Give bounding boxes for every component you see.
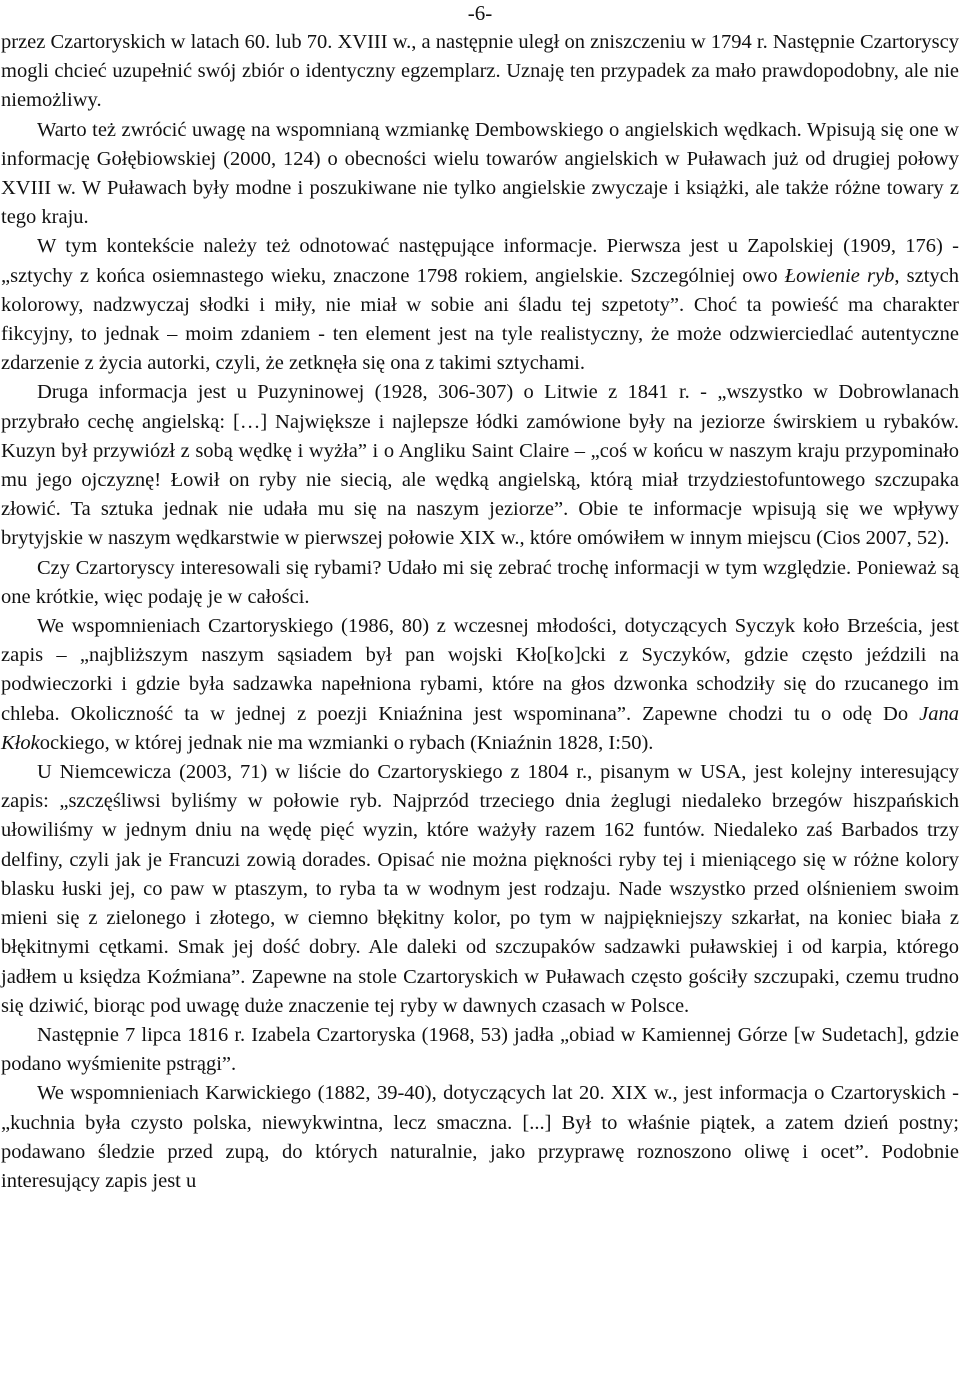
text-run: Czy Czartoryscy interesowali się rybami? Udało mi się zebrać trochę informacji w tym względzie. Ponieważ są one krótkie, więc podaję je w całości.: [1, 556, 959, 608]
italic-title: Łowienie ryb: [784, 264, 895, 287]
paragraph: [1, 232, 959, 378]
text-run: ockiego, w której jednak nie ma wzmianki o rybach (Kniaźnin 1828, I:50).: [39, 731, 654, 754]
text-run: przez Czartoryskich w latach 60. lub 70. XVIII w., a następnie uległ on zniszczeniu w 1794 r. Następnie Czartoryscy mogli chcieć uzupełnić swój zbiór o identyczny egzemplarz. Uznaję ten przypadek za mało prawdopodobny, ale nie niemożliwy.: [1, 31, 959, 112]
text-run: U Niemcewicza (2003, 71) w liście do Czartoryskiego z 1804 r., pisanym w USA, jest kolejny interesujący zapis: „szczęśliwsi byliśmy w połowie ryb. Najprzód trzeciego dnia żeglugi niedaleko brzegów hiszpańskich ułowiliśmy w jednym dniu na wędę pięć wyzin, które ważyły razem 162 funtów. Niedaleko zaś Barbados trzy delfiny, czyli jak je Francuzi zowią dorades. Opisać nie można piękności ryby tej i mieniącego się w różne kolory blasku łuski jej, co paw w ptaszym, to ryba ta w wodnym jest rodzaju. Nade wszystko przed olśnieniem swoim mieni się z zielonego i złotego, w ciemno błękitny kolor, po tym w najpiękniejszy szkarłat, na koniec biała z błękitnymi cętkami. Smak jej dość dobry. Ale daleki od szczupaków sadzawki puławskiej i od karpia, którego jadłem u księdza Koźmiana”. Zapewne na stole Czartoryskich w Puławach często gościły szczupaki, czemu trudno się dziwić, biorąc pod uwagę duże znaczenie tej ryby w dawnych czasach w Polsce.: [1, 761, 959, 1017]
text-run: Druga informacja jest u Puzyninowej (1928, 306-307) o Litwie z 1841 r. - „wszystko w Dobrowlanach przybrało cechę angielską: […] Największe i najlepsze łódki zamówione były na jeziorze świrskiem u rybaków. Kuzyn był przywiózł z sobą wędkę i wyżła” i o Angliku Saint Claire – „coś w końcu w naszym kraju przypominało mu jego ojczyznę! Łowił on ryby nie siecią, ale wędką angielską, którą miał trzydziestofuntowego szczupaka złowić. Ta sztuka jednak nie udała mu się na naszym jeziorze”. Obie te informacje wpisują się we wpływy brytyjskie w naszym wędkarstwie w pierwszej połowie XIX w., które omówiłem w innym miejscu (Cios 2007, 52).: [1, 381, 959, 550]
text-run: Warto też zwrócić uwagę na wspomnianą wzmiankę Dembowskiego o angielskich wędkach. Wpisują się one w informację Gołębiowskiej (2000, 124) o obecności wielu towarów angielskich w Puławach już od drugiej połowy XVIII w. W Puławach były modne i poszukiwane nie tylko angielskie zwyczaje i książki, ale także różne towary z tego kraju.: [1, 118, 959, 229]
paragraph: [1, 554, 959, 612]
text-run: W tym kontekście należy też odnotować następujące informacje. Pierwsza jest u Zapolskiej (1909, 176) - „sztychy z końca osiemnastego wieku, znaczone 1798 rokiem, angielskie. Szczególniej owo: [1, 235, 959, 287]
text-run: We wspomnieniach Czartoryskiego (1986, 80) z wczesnej młodości, dotyczących Syczyk koło Brześcia, jest zapis – „najbliższym naszym sąsiadem był pan wojski Kło[ko]cki z Syczyków, gdzie często jeździli na podwieczorki i gdzie była sadzawka napełniona rybami, które na głos dzwonka schodziły się do rzucanego im chleba. Okoliczność ta w jednej z poezji Kniaźnina jest wspominana”. Zapewne chodzi tu o odę Do: [1, 615, 959, 725]
paragraph: [1, 612, 959, 758]
paragraph: [1, 378, 959, 553]
paragraph: [1, 116, 959, 233]
text-run: We wspomnieniach Karwickiego (1882, 39-40), dotyczących lat 20. XIX w., jest informacja o Czartoryskich - „kuchnia była czysto polska, niewykwintna, lecz smaczna. [...] Był to właśnie piątek, a zatem dzień postny; podawano śledzie przed zupą, do których naturalnie, jako przyprawę roznoszono oliwę i ocet”. Podobnie interesujący zapis jest u: [1, 1082, 959, 1192]
text-run: , sztych kolorowy, nadzwyczaj słodki i miły, nie miał w sobie ani śladu tej szpetoty”. Choć ta powieść ma charakter fikcyjny, to jednak – moim zdaniem - ten element jest na tyle realistyczny, że może odzwierciedlać autentyczne zdarzenie z życia autorki, czyli, że zetknęła się ona z takimi sztychami.: [1, 264, 959, 375]
body-text: [1, 28, 959, 1196]
paragraph: [1, 758, 959, 1021]
page-number: -6-: [467, 1, 493, 25]
paragraph: [1, 1021, 959, 1079]
italic-title: Jana Kłok: [1, 702, 959, 754]
paragraph: [1, 28, 959, 116]
text-run: Następnie 7 lipca 1816 r. Izabela Czartoryska (1968, 53) jadła „obiad w Kamiennej Górze [w Sudetach], gdzie podano wyśmienite pstrągi”.: [1, 1023, 959, 1076]
paragraph: [1, 1079, 959, 1196]
